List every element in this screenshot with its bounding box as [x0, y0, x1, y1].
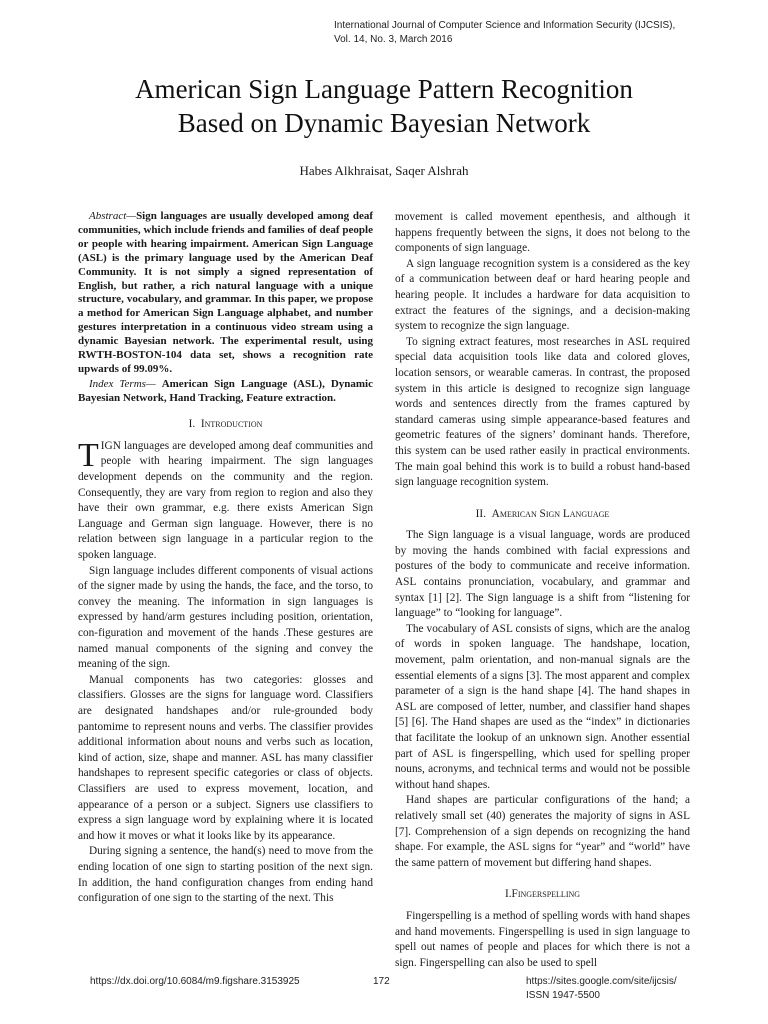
paragraph-text: IGN languages are developed among deaf communities and people with hearing impairment. The sign languages development depends on the community and the region. Consequently, they are vary from region to region and also they have their own grammar, e.g. there exists American Sign Language and German sign language. However, there is no relation between sign language in a particular region to the spoken language. [78, 439, 373, 562]
journal-issue: Vol. 14, No. 3, March 2016 [334, 34, 453, 45]
index-terms [78, 377, 373, 405]
section-number: II. [475, 507, 492, 520]
asl-paragraph-1: The Sign language is a visual language, words are produced by moving the hands combined with facial expressions and postures of the body to communicate and receive information. ASL contains pronunciation, vocabulary, and grammar and syntax [1] [2]. The Sign language is a shift from “listening for language” to “looking for language”. [395, 529, 690, 620]
section-heading-introduction [78, 417, 373, 433]
footer-site-url: https://sites.google.com/site/ijcsis/ [526, 976, 677, 987]
footer-page-number: 172 [373, 976, 390, 987]
intro-paragraph-2: Sign language includes different components of visual actions of the signer made by using the hands, the face, and the torso, to convey the meaning. The information in sign languages is expressed by hand/arm gestures including position, orientation, con-figuration and movement of the hands .These gestures are named manual components of the signing and convey the meaning of the sign. [78, 564, 373, 671]
intro-paragraph-7: To signing extract features, most researches in ASL required special data acquisition tools like data and colored gloves, location sensors, or wearable cameras. In contrast, the proposed system in this article is designed to recognize sign language words and sentences directly from the frames captured by standard cameras using simple appearance-based features and geometric features of the signers’ dominant hands. Therefore, this system can be used rather easily in practical environments. The main goal behind this work is to build a robust hand-based sign language recognition system. [395, 335, 690, 489]
intro-paragraph-6: A sign language recognition system is a considered as the key of a communication between deaf or hard hearing people and hearing people. It includes a hardware for data acquisition to extract the features of the signings, and a decision-making system to recognize the sign language. [395, 257, 690, 333]
index-terms-label: Index Terms— [89, 377, 162, 390]
abstract-text: Sign languages are usually developed among deaf communities, which include friends and families of deaf people or people with hearing impairment. American Sign Language (ASL) is the primary language used by the American Deaf Community. It is not simply a signed representation of English, but rather, a rich natural language with a unique structure, vocabulary, and grammar. In this paper, we propose a method for American Sign Language alphabet, and number gestures interpretation in a continuous video stream using a dynamic Bayesian network. The experimental result, using RWTH-BOSTON-104 data set, shows a recognition rate upwards of 99.09%. [78, 210, 373, 375]
asl-paragraph-3: Hand shapes are particular configurations of the hand; a relatively small set (40) generates the majority of signs in ASL [7]. Comprehension of a sign depends on recognizing the hand shape. For example, the ASL signs for “year” and “world” have the same pattern of movement but differing hand shapes. [395, 794, 690, 869]
footer-doi: https://dx.doi.org/10.6084/m9.figshare.3153925 [90, 976, 300, 987]
paper-title [60, 72, 708, 140]
left-column [78, 210, 373, 907]
paper-title-line-2: Based on Dynamic Bayesian Network [177, 108, 591, 138]
fingerspelling-paragraph-1: Fingerspelling is a method of spelling words with hand shapes and hand movements. Fingerspelling is used in sign language to spell out names of people and places for which there is not a sign. Fingerspelling can also be used to spell [395, 909, 690, 969]
drop-cap: T [78, 436, 99, 474]
intro-paragraph-3: Manual components has two categories: glosses and classifiers. Glosses are the signs for language word. Classifiers are designated handshapes and/or rule-grounded body pantomime to represent nouns and verbs. The classifier provides additional information about nouns and verbs such as location, kind of action, size, shape and manner. ASL has many classifier handshapes to represent specific categories or class of objects. Classifiers are used to express movement, location, and appearance of a person or a subject. Signers use classifiers to express a sign language word by explaining where it is located and how it moves or what it looks like by its appearance. [78, 673, 373, 842]
section-heading-fingerspelling [395, 887, 690, 903]
right-column [395, 210, 690, 971]
intro-paragraph-5: movement is called movement epenthesis, and although it happens frequently between the signs, it does not belong to the components of sign language. [395, 211, 690, 255]
journal-name: International Journal of Computer Science and Information Security (IJCSIS), [334, 20, 676, 31]
footer-issn: ISSN 1947-5500 [526, 990, 600, 1001]
section-number: I. [188, 418, 201, 431]
abstract-label: Abstract— [89, 210, 137, 222]
footer-site [526, 975, 677, 1003]
asl-paragraph-2: The vocabulary of ASL consists of signs, which are the analog of words in spoken language. The handshape, location, movement, palm orientation, and non-manual signals are the essential elements of a signs [3]. The most apparent and complex parameter of a sign is the hand shape [4]. The hand shapes in ASL are composed of letter, number, and classifier hand shapes [5] [6]. The Hand shapes are used as the “index” in dictionaries that facilitate the lookup of an unknown sign. Another essential part of ASL is fingerspelling, which used for spelling proper nouns, acronyms, and technical terms and would not be possible without hand shapes. [395, 622, 690, 791]
intro-paragraph-1 [78, 436, 373, 564]
abstract [78, 210, 373, 377]
section-title: I.Fingerspelling [504, 888, 581, 901]
intro-paragraph-4: During signing a sentence, the hand(s) need to move from the ending location of one sign to starting position of the next sign. In addition, the hand configuration changes from ending hand configuration of one sign to the starting of the next. This [78, 845, 373, 905]
paper-title-line-1: American Sign Language Pattern Recognition [135, 74, 633, 104]
index-terms-text: American Sign Language (ASL), Dynamic Bayesian Network, Hand Tracking, Feature extraction. [78, 377, 373, 405]
section-heading-asl [395, 507, 690, 523]
journal-header [334, 19, 734, 47]
paper-authors: Habes Alkhraisat, Saqer Alshrah [299, 163, 469, 178]
section-title: Introduction [200, 418, 263, 431]
section-title: American Sign Language [491, 507, 610, 520]
